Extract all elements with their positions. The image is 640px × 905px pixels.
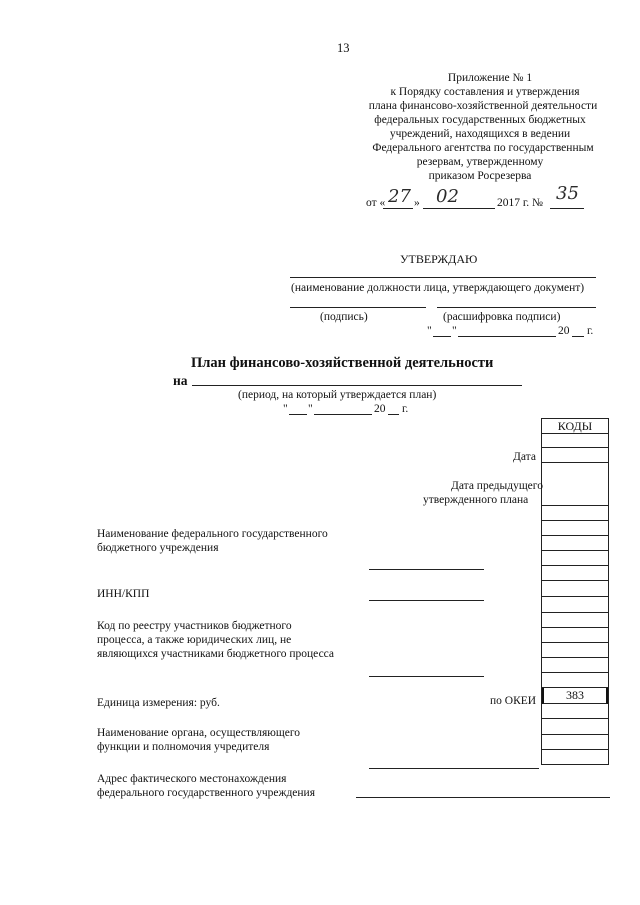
registry-label: являющихся участниками бюджетного процесса: [97, 648, 335, 660]
signature-line: [290, 307, 426, 308]
registry-label: Код по реестру участников бюджетного: [97, 620, 292, 632]
codes-cell[interactable]: [542, 750, 608, 765]
date-label: Дата: [513, 451, 536, 463]
order-number-line: [550, 208, 584, 209]
plan-day-line: [289, 414, 307, 415]
handwritten-day: 27: [388, 186, 411, 207]
codes-cell-registry[interactable]: [542, 628, 608, 643]
approval-date-quote-open: ": [427, 325, 432, 337]
order-month-line: [423, 208, 495, 209]
institution-label: бюджетного учреждения: [97, 542, 219, 554]
codes-cell[interactable]: [542, 704, 608, 719]
codes-table: [541, 418, 609, 765]
codes-cell[interactable]: [542, 463, 608, 506]
appendix-line: учреждений, находящихся в ведении: [389, 128, 571, 140]
handwritten-month: 02: [436, 186, 459, 207]
appendix-line: к Порядку составления и утверждения: [390, 86, 580, 98]
appendix-line: федеральных государственных бюджетных: [374, 114, 586, 126]
inn-label: ИНН/КПП: [97, 588, 150, 600]
approval-title: УТВЕРЖДАЮ: [400, 252, 478, 266]
codes-cell-founder[interactable]: [542, 719, 608, 735]
plan-title: План финансово-хозяйственной деятельности: [191, 355, 494, 371]
prev-date-label: утвержденного плана: [423, 494, 529, 506]
decoding-caption: (расшифровка подписи): [443, 311, 561, 323]
plan-date-year-suffix: г.: [402, 403, 409, 415]
appendix-line: резервам, утвержденному: [416, 156, 544, 168]
unit-label: Единица измерения: руб.: [97, 697, 220, 709]
approval-month-line: [458, 336, 556, 337]
appendix-line: Приложение № 1: [447, 72, 533, 84]
codes-cell-date[interactable]: [542, 448, 608, 463]
plan-date-quote-close: ": [308, 403, 313, 415]
prev-date-label: Дата предыдущего: [451, 480, 543, 492]
plan-month-line: [314, 414, 372, 415]
handwritten-number: 35: [556, 183, 579, 204]
order-day-line: [383, 208, 413, 209]
approval-date-year-suffix: г.: [587, 325, 594, 337]
approval-day-line: [433, 336, 451, 337]
codes-cell[interactable]: [542, 597, 608, 613]
okei-code-cell[interactable]: 383: [542, 688, 608, 704]
appendix-line: приказом Росрезерва: [428, 170, 532, 182]
codes-cell[interactable]: [542, 566, 608, 581]
approval-year-line: [572, 336, 584, 337]
plan-date-quote-open: ": [283, 403, 288, 415]
founder-label: функции и полномочия учредителя: [97, 741, 270, 753]
institution-line[interactable]: [369, 569, 484, 570]
institution-label: Наименование федерального государственного: [97, 528, 328, 540]
founder-label: Наименование органа, осуществляющего: [97, 727, 301, 739]
address-label: Адрес фактического местонахождения: [97, 773, 287, 785]
plan-year-line: [388, 414, 399, 415]
codes-cell[interactable]: [542, 673, 608, 688]
appendix-line: плана финансово-хозяйственной деятельности: [368, 100, 598, 112]
plan-date-year: 20: [374, 403, 386, 415]
order-date-mid: »: [414, 197, 420, 209]
registry-line[interactable]: [369, 676, 484, 677]
position-line: [290, 277, 596, 278]
approval-date-year: 20: [558, 325, 570, 337]
appendix-line: Федерального агентства по государственным: [372, 142, 594, 154]
order-date-prefix: от «: [366, 197, 386, 209]
codes-cell-inn[interactable]: [542, 581, 608, 597]
codes-cell[interactable]: [542, 658, 608, 673]
address-line[interactable]: [356, 797, 610, 798]
codes-header: КОДЫ: [542, 418, 608, 434]
codes-cell[interactable]: [542, 735, 608, 750]
codes-cell[interactable]: [542, 434, 608, 448]
plan-on-label: на: [173, 373, 188, 388]
plan-period-line: [192, 385, 522, 386]
founder-line[interactable]: [369, 768, 539, 769]
okei-label: по ОКЕИ: [490, 695, 537, 707]
codes-cell-institution[interactable]: [542, 536, 608, 551]
order-year-text: 2017 г. №: [497, 197, 544, 209]
address-label: федерального государственного учреждения: [97, 787, 316, 799]
plan-period-caption: (период, на который утверждается план): [238, 389, 437, 401]
approval-date-quote-close: ": [452, 325, 457, 337]
codes-cell[interactable]: [542, 521, 608, 536]
position-caption: (наименование должности лица, утверждающего документ): [291, 282, 585, 294]
codes-cell[interactable]: [542, 551, 608, 566]
decoding-line: [437, 307, 596, 308]
page-number: 13: [337, 41, 350, 55]
codes-cell[interactable]: [542, 643, 608, 658]
inn-line[interactable]: [369, 600, 484, 601]
codes-cell-prev-date[interactable]: [542, 506, 608, 521]
codes-cell[interactable]: [542, 613, 608, 628]
registry-label: процесса, а также юридических лиц, не: [97, 634, 292, 646]
signature-caption: (подпись): [320, 311, 368, 323]
